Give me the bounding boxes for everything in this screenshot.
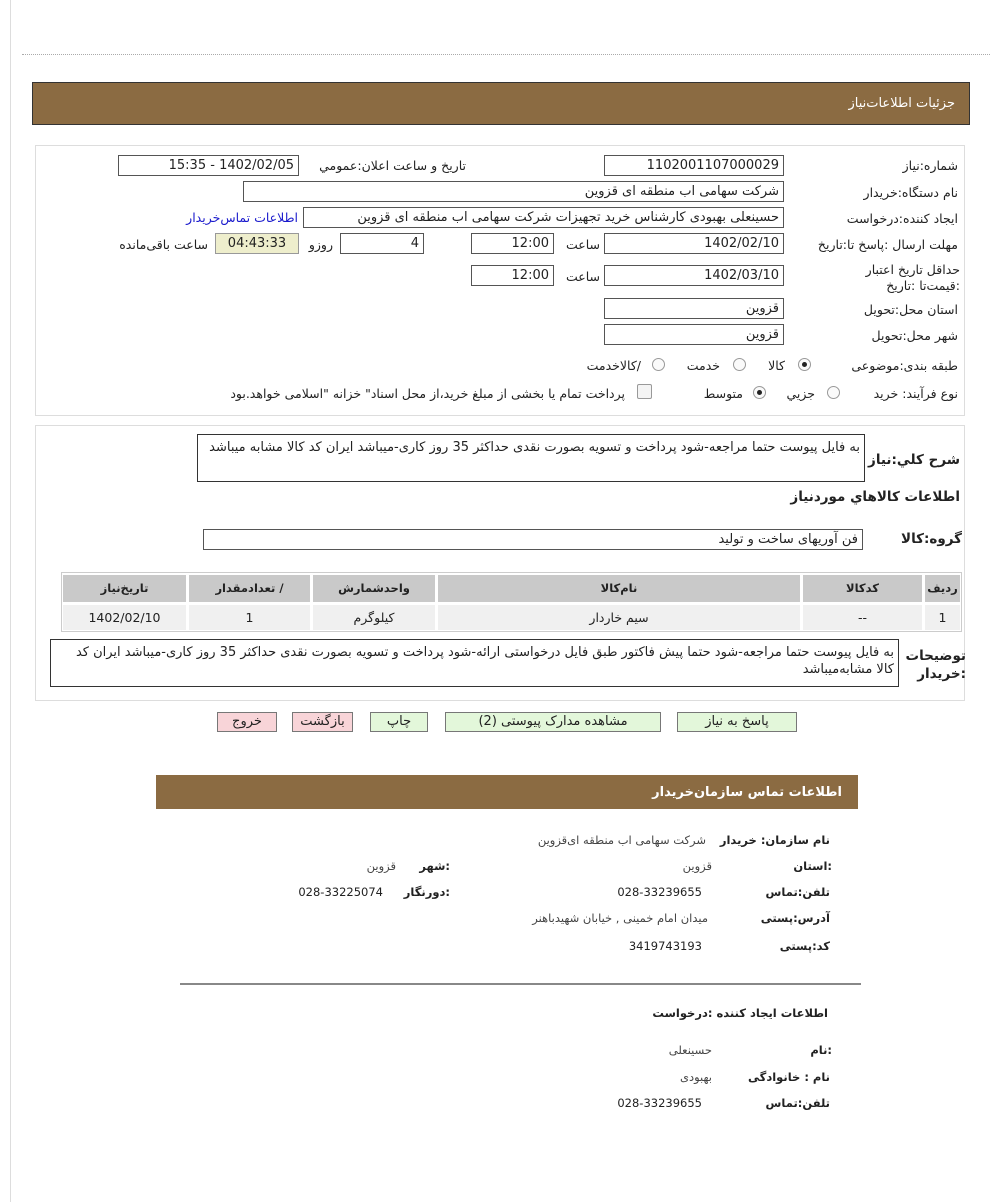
cell-row-number: 1: [925, 605, 960, 630]
category-both-label: /کالاخدمت: [586, 358, 641, 373]
attachments-button[interactable]: مشاهده مدارک پیوستی (2): [445, 712, 661, 732]
province-label: استان محل:تحویل: [863, 302, 958, 317]
category-goods-label: کالا: [768, 358, 785, 373]
payment-checkbox[interactable]: [637, 384, 652, 399]
creator-name: حسینعلی: [668, 1043, 712, 1057]
contact-city: قزوین: [366, 859, 396, 873]
category-radio-both[interactable]: [652, 358, 665, 371]
creator-family-label: نام : خانوادگی: [748, 1070, 830, 1084]
contact-org: شرکت سهامی اب منطقه ای‌قزوین: [537, 833, 706, 847]
contact-postal: 3419743193: [628, 939, 702, 953]
col-quantity: / تعدادمقدار: [189, 575, 310, 602]
process-radio-minor[interactable]: [827, 386, 840, 399]
col-row-number: ردیف: [925, 575, 960, 602]
reply-button[interactable]: پاسخ به نیاز: [677, 712, 797, 732]
contact-phone-label: تلفن:تماس: [765, 885, 830, 899]
province-field: قزوین: [604, 298, 784, 319]
group-field: فن آوریهای ساخت و تولید: [203, 529, 863, 550]
contact-org-label: نام سازمان: خریدار: [719, 833, 830, 847]
contact-address: میدان امام خمینی , خیابان شهیدباهنر: [532, 911, 708, 925]
creator-field: حسینعلی بهبودی کارشناس خرید تجهیزات شرکت سهامی اب منطقه ای قزوین: [303, 207, 784, 228]
creator-info-title: اطلاعات ایجاد کننده :درخواست: [652, 1006, 828, 1020]
process-radio-medium[interactable]: [753, 386, 766, 399]
header-bar: [32, 82, 970, 125]
creator-phone-label: تلفن:تماس: [765, 1096, 830, 1110]
announce-label: تاریخ و ساعت اعلان:عمومي: [319, 158, 466, 173]
need-number-label: شماره:نیاز: [902, 158, 958, 173]
need-number-field: 1102001107000029: [604, 155, 784, 176]
summary-label: شرح کلي:نیاز: [868, 452, 960, 468]
creator-phone: 028-33239655: [617, 1096, 702, 1110]
process-label: نوع فرآیند: خرید: [873, 386, 958, 401]
deadline-date-field: 1402/02/10: [604, 233, 784, 254]
creator-label: ایجاد کننده:درخواست: [846, 211, 958, 226]
top-divider: [22, 54, 990, 55]
contact-postal-label: کد:پستی: [779, 939, 830, 953]
validity-label: حداقل تاریخ اعتبار :قیمت‌تا :تاریخ: [865, 262, 960, 293]
cell-quantity: 1: [189, 605, 310, 630]
contact-fax-label: :دورنگار: [403, 885, 450, 899]
creator-family: بهبودی: [679, 1070, 712, 1084]
col-unit: واحدشمارش: [313, 575, 435, 602]
contact-phone: 028-33239655: [617, 885, 702, 899]
col-name: نام‌کالا: [438, 575, 800, 602]
deadline-time-field: 12:00: [471, 233, 554, 254]
col-date: تاریخ‌نیاز: [63, 575, 186, 602]
category-radio-service[interactable]: [733, 358, 746, 371]
remaining-label: ساعت باقی‌مانده: [119, 237, 208, 252]
cell-code: --: [803, 605, 922, 630]
payment-note: پرداخت تمام یا بخشی از مبلغ خرید،از محل اسناد" خزانه "اسلامی خواهد.بود: [230, 386, 625, 401]
group-label: گروه:کالا: [901, 531, 962, 547]
remaining-timer: 04:43:33: [215, 233, 299, 254]
contact-address-label: آدرس:پستی: [760, 911, 830, 925]
buyer-contact-link[interactable]: اطلاعات تماس‌خریدار: [186, 210, 298, 225]
col-code: کدکالا: [803, 575, 922, 602]
contact-divider: [180, 983, 861, 985]
city-field: قزوین: [604, 324, 784, 345]
city-label: شهر محل:تحویل: [871, 328, 958, 343]
goods-title: اطلاعات کالاهاي موردنیاز: [790, 489, 960, 505]
process-minor-label: جزيي: [786, 386, 815, 401]
contact-province-label: :استان: [793, 859, 832, 873]
notes-field: به فایل پیوست حتما مراجعه-شود حتما پیش فاکتور طبق فایل درخواستی ارائه-شود پرداخت و تسویه بصورت نقدی حداکثر 35 روز کاری-میباشد ایران کد کالا مشابه‌میباشد: [50, 639, 899, 687]
left-divider: [10, 0, 11, 1202]
buyer-org-field: شرکت سهامی اب منطقه ای قزوین: [243, 181, 784, 202]
validity-time-field: 12:00: [471, 265, 554, 286]
validity-time-label: ساعت: [565, 269, 600, 284]
exit-button[interactable]: خروج: [217, 712, 277, 732]
print-button[interactable]: چاپ: [370, 712, 428, 732]
summary-field: به فایل پیوست حتما مراجعه-شود پرداخت و تسویه بصورت نقدی حداکثر 35 روز کاری-میباشد ایران کد کالا مشابه میباشد: [197, 434, 865, 482]
announce-field: 1402/02/05 - 15:35: [118, 155, 299, 176]
days-field: 4: [340, 233, 424, 254]
process-medium-label: متوسط: [703, 386, 743, 401]
category-service-label: خدمت: [686, 358, 720, 373]
contact-fax: 028-33225074: [298, 885, 383, 899]
page-title: جزئیات اطلاعات‌نیاز: [848, 96, 955, 111]
buyer-org-label: نام دستگاه:خریدار: [863, 185, 958, 200]
contact-city-label: :شهر: [419, 859, 450, 873]
days-label: روزو: [308, 237, 333, 252]
category-label: طبقه بندی:موضوعی: [851, 358, 958, 373]
category-radio-goods[interactable]: [798, 358, 811, 371]
contact-title: اطلاعات تماس سازمان‌خریدار: [652, 785, 842, 800]
cell-unit: کیلوگرم: [313, 605, 435, 630]
cell-date: 1402/02/10: [63, 605, 186, 630]
contact-bar: [156, 775, 858, 809]
back-button[interactable]: بازگشت: [292, 712, 353, 732]
cell-name: سیم خاردار: [438, 605, 800, 630]
deadline-time-label: ساعت: [565, 237, 600, 252]
contact-province: قزوین: [682, 859, 712, 873]
validity-date-field: 1402/03/10: [604, 265, 784, 286]
creator-name-label: :نام: [810, 1043, 832, 1057]
notes-label: توضیحات :خریدار: [905, 648, 966, 682]
deadline-label: مهلت ارسال :پاسخ تا:تاریخ: [817, 237, 958, 252]
